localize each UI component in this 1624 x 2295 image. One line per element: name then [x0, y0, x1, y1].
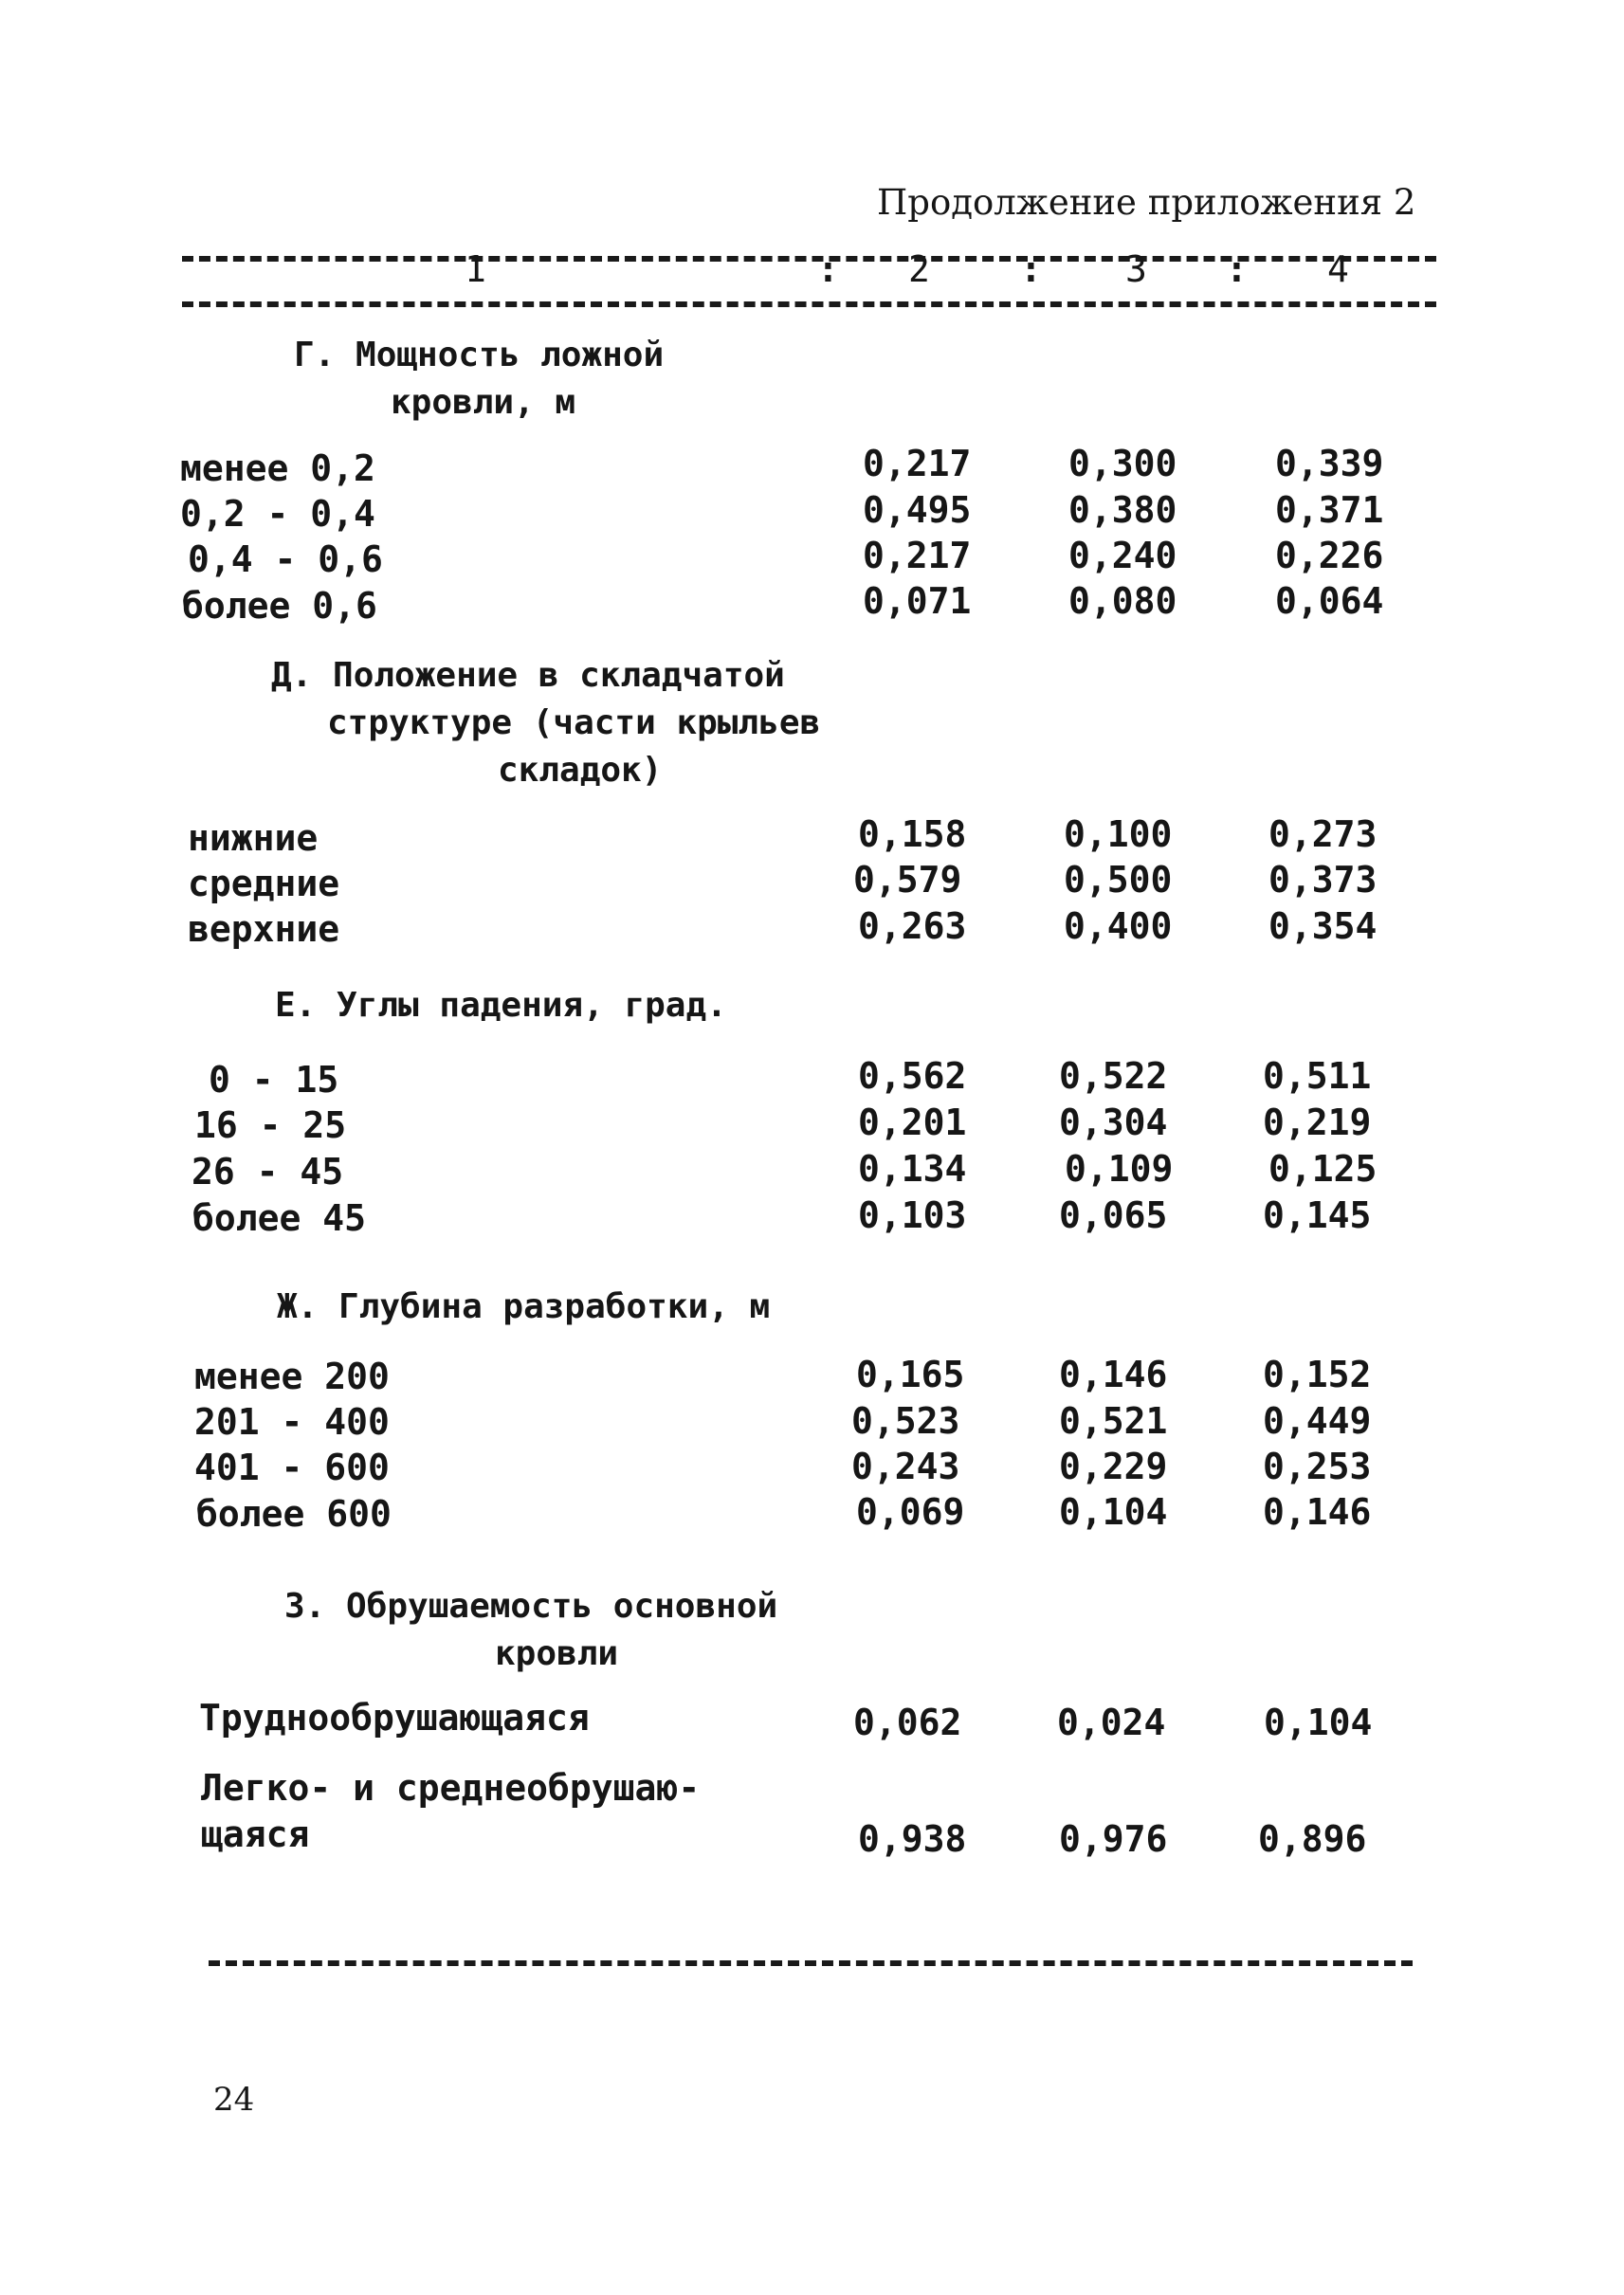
row-label: более 45 [192, 1197, 367, 1239]
section-title: З. Обрушаемость основной [284, 1587, 778, 1626]
cell-value: 0,976 [1059, 1818, 1168, 1860]
cell-value: 0,226 [1275, 535, 1384, 576]
section-title: кровли [495, 1634, 619, 1673]
section-title: структуре (части крыльев [327, 703, 821, 742]
cell-value: 0,064 [1275, 580, 1384, 622]
cell-value: 0,201 [858, 1102, 967, 1143]
cell-value: 0,103 [858, 1194, 967, 1236]
cell-value: 0,165 [856, 1354, 965, 1395]
row-label: 201 - 400 [194, 1401, 390, 1443]
cell-value: 0,065 [1059, 1194, 1168, 1236]
row-label: более 0,6 [182, 585, 377, 627]
section-title: Д. Положение в складчатой [271, 656, 785, 695]
row-label: 0,2 - 0,4 [180, 493, 375, 535]
cell-value: 0,217 [863, 443, 972, 484]
cell-value: 0,145 [1263, 1194, 1372, 1236]
cell-value: 0,240 [1068, 535, 1177, 576]
cell-value: 0,069 [856, 1491, 965, 1533]
cell-value: 0,125 [1268, 1148, 1378, 1190]
cell-value: 0,219 [1263, 1102, 1372, 1143]
section-title: Г. Мощность ложной [294, 336, 665, 374]
column-separator: : [1020, 248, 1042, 290]
column-header-3: 3 [1125, 248, 1147, 290]
cell-value: 0,380 [1068, 489, 1177, 531]
cell-value: 0,109 [1065, 1148, 1174, 1190]
section-title: кровли, м [391, 383, 576, 422]
cell-value: 0,146 [1059, 1354, 1168, 1395]
cell-value: 0,522 [1059, 1055, 1168, 1097]
cell-value: 0,300 [1068, 443, 1177, 484]
row-label: 0,4 - 0,6 [188, 538, 383, 580]
cell-value: 0,495 [863, 489, 972, 531]
column-header-1: 1 [465, 248, 486, 290]
cell-value: 0,500 [1064, 859, 1173, 901]
cell-value: 0,449 [1263, 1400, 1372, 1442]
cell-value: 0,400 [1064, 905, 1173, 947]
cell-value: 0,104 [1059, 1491, 1168, 1533]
row-label: менее 200 [194, 1356, 390, 1397]
row-label: Легко- и среднеобрушаю- [201, 1767, 701, 1809]
row-label: средние [188, 863, 340, 904]
cell-value: 0,243 [851, 1446, 960, 1487]
row-label: нижние [188, 817, 319, 859]
header-dashed-rule [182, 301, 1436, 307]
row-label: Труднообрушающаяся [199, 1697, 590, 1739]
cell-value: 0,562 [858, 1055, 967, 1097]
row-label: менее 0,2 [180, 447, 375, 489]
cell-value: 0,371 [1275, 489, 1384, 531]
page-header: Продолжение приложения 2 [877, 182, 1416, 223]
section-title: Е. Углы падения, град. [275, 986, 727, 1025]
column-header-2: 2 [908, 248, 930, 290]
section-title: Ж. Глубина разработки, м [277, 1287, 771, 1326]
cell-value: 0,071 [863, 580, 972, 622]
column-separator: : [817, 248, 839, 290]
cell-value: 0,104 [1264, 1702, 1373, 1743]
cell-value: 0,938 [858, 1818, 967, 1860]
bottom-dashed-rule [209, 1960, 1413, 1966]
row-label: 401 - 600 [194, 1447, 390, 1488]
row-label: 26 - 45 [192, 1151, 344, 1193]
cell-value: 0,062 [853, 1702, 962, 1743]
cell-value: 0,579 [853, 859, 962, 901]
cell-value: 0,100 [1064, 813, 1173, 855]
row-label: 0 - 15 [209, 1059, 339, 1101]
row-label: верхние [188, 908, 340, 950]
cell-value: 0,511 [1263, 1055, 1372, 1097]
cell-value: 0,253 [1263, 1446, 1372, 1487]
cell-value: 0,354 [1268, 905, 1378, 947]
row-label: 16 - 25 [194, 1104, 347, 1146]
column-header-4: 4 [1327, 248, 1349, 290]
cell-value: 0,217 [863, 535, 972, 576]
cell-value: 0,304 [1059, 1102, 1168, 1143]
cell-value: 0,152 [1263, 1354, 1372, 1395]
cell-value: 0,080 [1068, 580, 1177, 622]
column-separator: : [1226, 248, 1248, 290]
cell-value: 0,146 [1263, 1491, 1372, 1533]
cell-value: 0,523 [851, 1400, 960, 1442]
cell-value: 0,134 [858, 1148, 967, 1190]
cell-value: 0,273 [1268, 813, 1378, 855]
cell-value: 0,339 [1275, 443, 1384, 484]
cell-value: 0,158 [858, 813, 967, 855]
cell-value: 0,024 [1057, 1702, 1166, 1743]
cell-value: 0,896 [1258, 1818, 1367, 1860]
section-title: складок) [498, 751, 663, 790]
page-number: 24 [213, 2081, 255, 2119]
top-dashed-rule [182, 256, 1436, 262]
cell-value: 0,263 [858, 905, 967, 947]
row-label: щаяся [201, 1813, 310, 1855]
cell-value: 0,229 [1059, 1446, 1168, 1487]
cell-value: 0,373 [1268, 859, 1378, 901]
row-label: более 600 [196, 1493, 392, 1535]
cell-value: 0,521 [1059, 1400, 1168, 1442]
